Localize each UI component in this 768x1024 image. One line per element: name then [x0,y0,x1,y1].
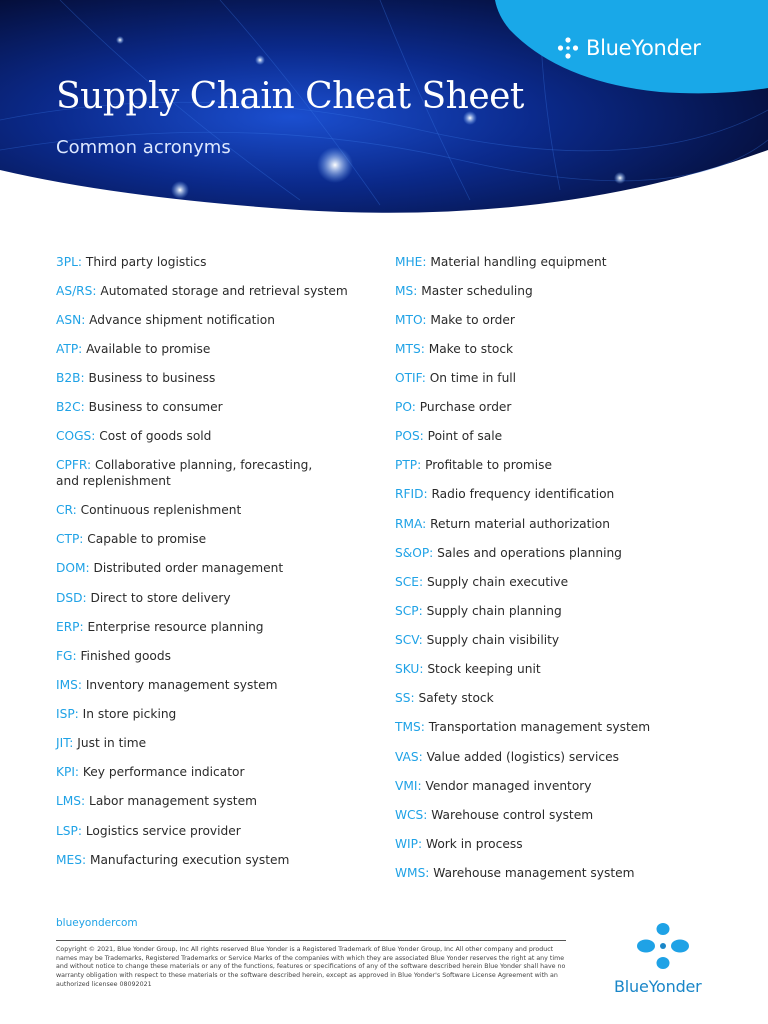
header-banner [0,0,768,222]
page-title: Supply Chain Cheat Sheet [56,76,524,117]
acronym-entry [56,764,396,780]
acronym-definition: Supply chain visibility [426,633,560,647]
acronym-abbr: SCP: [395,604,423,618]
website-link[interactable]: blueyondercom [56,917,138,929]
acronym-entry [56,793,396,809]
acronym-abbr: PTP: [395,458,422,472]
acronym-abbr: CPFR: [56,458,92,472]
acronym-definition: Purchase order [419,400,512,414]
acronym-definition: Third party logistics [85,255,207,269]
acronym-abbr: ERP: [56,620,84,634]
acronym-definition: Finished goods [80,649,171,663]
acronym-abbr: WCS: [395,808,428,822]
acronym-abbr: MTS: [395,342,425,356]
acronym-entry [56,341,396,357]
acronym-definition: Make to stock [428,342,514,356]
blue-yonder-mark-icon [612,922,716,974]
acronym-definition: Stock keeping unit [427,662,541,676]
acronym-definition: Capable to promise [87,532,207,546]
acronym-entry [56,254,396,270]
acronym-definition: Enterprise resource planning [87,620,264,634]
acronym-abbr: KPI: [56,765,80,779]
acronym-abbr: CR: [56,503,77,517]
acronym-entry [395,690,735,706]
acronym-definition: Work in process [425,837,523,851]
acronym-entry [56,560,396,576]
acronym-abbr: IMS: [56,678,82,692]
acronym-abbr: DSD: [56,591,87,605]
acronym-abbr: MHE: [395,255,427,269]
acronym-definition: Make to order [430,313,515,327]
acronym-definition: Direct to store delivery [90,591,231,605]
acronym-entry [395,778,735,794]
brand-logo-bottom [612,922,716,998]
acronym-entry [56,312,396,328]
acronym-entry [395,865,735,881]
acronym-entry [56,735,396,751]
acronym-abbr: VMI: [395,779,422,793]
acronym-definition: In store picking [82,707,177,721]
acronym-definition: Master scheduling [421,284,533,298]
acronym-entry [395,341,735,357]
acronym-abbr: OTIF: [395,371,426,385]
acronym-abbr: MS: [395,284,418,298]
acronym-abbr: MES: [56,853,87,867]
brand-logo-top [556,33,701,63]
acronym-entry [56,648,396,664]
acronym-definition: Safety stock [418,691,494,705]
acronym-entry [56,677,396,693]
acronym-abbr: ASN: [56,313,86,327]
acronym-abbr: AS/RS: [56,284,97,298]
acronym-entry [56,823,396,839]
acronym-entry [395,428,735,444]
acronym-definition: Logistics service provider [85,824,241,838]
acronym-definition: Warehouse control system [431,808,594,822]
acronym-abbr: PO: [395,400,416,414]
acronym-definition: Return material authorization [430,517,610,531]
blue-yonder-mark-icon [556,36,580,60]
acronym-entry [56,590,396,606]
brand-wordmark-bottom: BlueYonder [614,977,702,996]
acronym-abbr: WMS: [395,866,430,880]
acronym-definition: Continuous replenishment [80,503,242,517]
acronym-definition: Sales and operations planning [437,546,622,560]
acronym-entry [395,545,735,561]
acronym-entry [395,486,735,502]
acronym-definition: Profitable to promise [425,458,553,472]
acronym-definition: Manufacturing execution system [89,853,290,867]
acronym-abbr: B2B: [56,371,85,385]
brand-wordmark: BlueYonder [586,36,701,60]
acronym-definition: Available to promise [86,342,211,356]
acronym-abbr: LMS: [56,794,86,808]
acronym-entry [56,852,396,868]
acronym-definition: Point of sale [427,429,503,443]
acronym-definition: Automated storage and retrieval system [100,284,348,298]
acronym-entry [395,457,735,473]
acronym-entry [395,719,735,735]
acronym-definition: Warehouse management system [433,866,635,880]
acronym-abbr: COGS: [56,429,96,443]
acronym-entry [395,807,735,823]
acronym-entry [56,399,396,415]
acronym-entry [56,428,396,444]
acronym-entry [56,457,396,489]
acronym-entry [395,399,735,415]
page-subtitle: Common acronyms [56,137,231,158]
acronym-abbr: LSP: [56,824,82,838]
acronym-entry [395,574,735,590]
acronym-definition: Vendor managed inventory [425,779,592,793]
acronym-abbr: JIT: [56,736,74,750]
acronym-abbr: CTP: [56,532,84,546]
acronym-entry [56,531,396,547]
acronym-abbr: B2C: [56,400,85,414]
acronym-abbr: POS: [395,429,424,443]
acronym-abbr: TMS: [395,720,425,734]
acronym-entry [395,516,735,532]
acronym-abbr: FG: [56,649,77,663]
acronym-definition: Material handling equipment [430,255,607,269]
legal-copyright: Copyright © 2021, Blue Yonder Group, Inc All rights reserved Blue Yonder is a Registered Trademark of Blue Yonder Group, Inc All other company and product names may be Trademarks, Registered Trademarks or Service Marks of the companies with which they are associated Blue Yonder reserves the right at any time and without notice to change these materials or any of the functions, features or specifications of any of the software described herein Blue Yonder shall have no warranty obligation with respect to these materials or the software described herein, except as approved in Blue Yonder's Software License Agreement with an authorized licensee 08092021 [56,946,566,988]
acronym-abbr: ATP: [56,342,83,356]
acronym-entry [395,312,735,328]
acronym-definition: Transportation management system [428,720,651,734]
acronym-definition: Supply chain planning [426,604,562,618]
acronym-definition: Value added (logistics) services [426,750,619,764]
acronym-definition: Supply chain executive [426,575,569,589]
acronym-definition: Just in time [77,736,147,750]
acronym-entry [56,283,396,299]
acronym-abbr: SCE: [395,575,424,589]
acronym-entry [395,836,735,852]
acronym-entry [395,632,735,648]
acronym-abbr: SCV: [395,633,423,647]
acronym-abbr: WIP: [395,837,423,851]
acronym-entry [395,661,735,677]
acronym-abbr: SS: [395,691,415,705]
acronym-abbr: S&OP: [395,546,434,560]
acronym-entry [56,706,396,722]
acronym-definition-cont: and replenishment [56,474,171,488]
acronym-abbr: DOM: [56,561,90,575]
acronym-abbr: RMA: [395,517,427,531]
acronym-abbr: MTO: [395,313,427,327]
acronym-entry [56,370,396,386]
acronym-entry [56,502,396,518]
acronym-definition: Collaborative planning, forecasting, [94,458,313,472]
acronym-definition: Advance shipment notification [89,313,275,327]
acronym-entry [395,254,735,270]
acronym-abbr: VAS: [395,750,423,764]
acronym-definition: Key performance indicator [82,765,245,779]
acronym-entry [395,283,735,299]
acronym-abbr: ISP: [56,707,79,721]
acronym-definition: Labor management system [89,794,257,808]
acronym-abbr: SKU: [395,662,424,676]
acronym-abbr: RFID: [395,487,428,501]
acronym-definition: Radio frequency identification [431,487,615,501]
acronym-abbr: 3PL: [56,255,82,269]
acronym-definition: Inventory management system [85,678,278,692]
acronym-entry [395,603,735,619]
footer-divider [56,940,566,941]
acronym-entry [56,619,396,635]
acronym-definition: On time in full [429,371,517,385]
acronym-entry [395,749,735,765]
acronym-definition: Business to business [88,371,216,385]
acronym-entry [395,370,735,386]
acronym-definition: Cost of goods sold [99,429,212,443]
acronym-definition: Business to consumer [88,400,223,414]
acronym-definition: Distributed order management [93,561,284,575]
